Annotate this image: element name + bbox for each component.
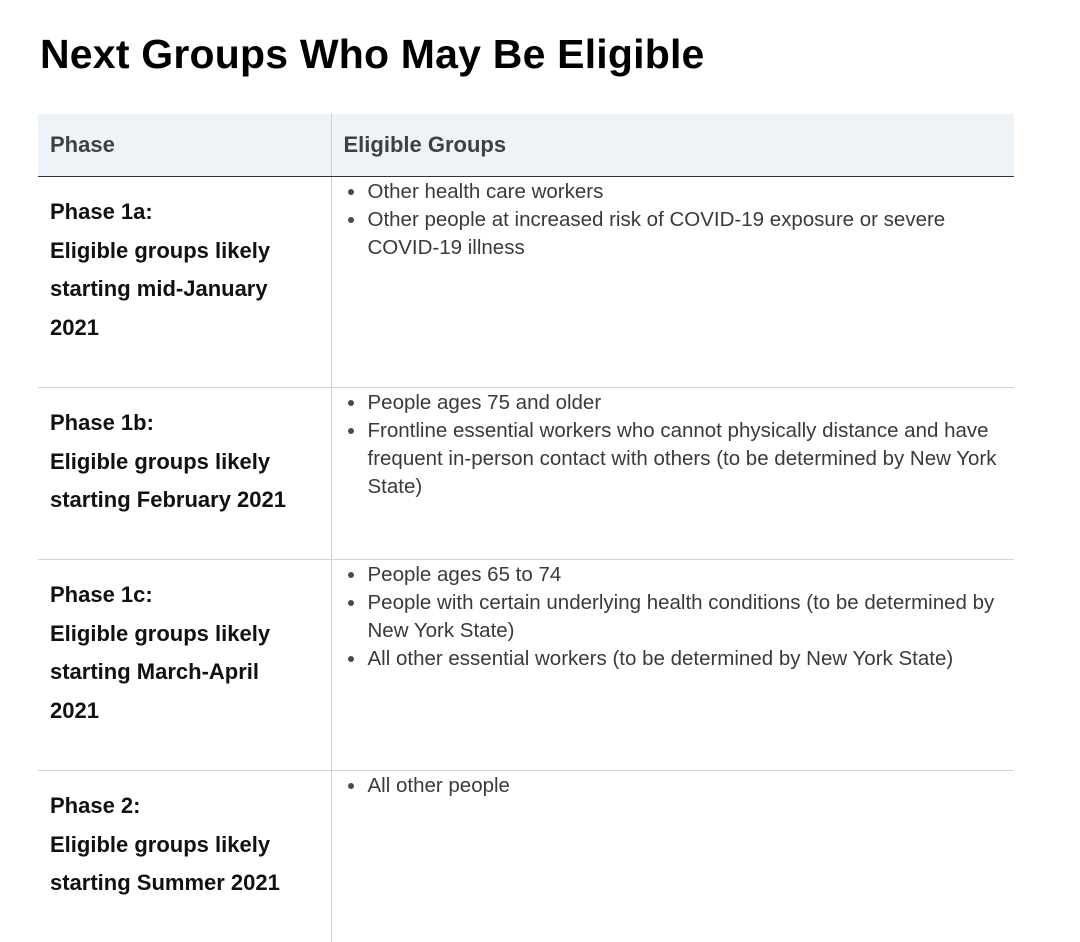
groups-cell [331,560,1014,771]
list-item: Other people at increased risk of COVID-19 exposure or severe COVID-19 illness [344,206,1011,262]
phase-timing-line: Eligible groups likely [50,443,319,482]
table-row [38,771,1014,942]
list-item: People with certain underlying health conditions (to be determined by New York State) [344,589,1011,645]
phase-cell [38,560,331,771]
group-list [344,177,1011,262]
table-header-row [38,114,1014,177]
column-header-eligible-groups: Eligible Groups [331,114,1014,177]
phase-label: Phase 1b: [50,404,319,443]
phase-timing-line: 2021 [50,692,319,731]
phase-timing-line: starting Summer 2021 [50,864,319,903]
groups-cell [331,771,1014,942]
phase-timing-line: starting February 2021 [50,481,319,520]
column-header-phase: Phase [38,114,331,177]
list-item: Frontline essential workers who cannot physically distance and have frequent in-person contact with others (to be determined by New York State) [344,417,1011,501]
table-row [38,560,1014,771]
phase-label: Phase 1c: [50,576,319,615]
page-title: Next Groups Who May Be Eligible [40,28,705,80]
table-row [38,388,1014,560]
groups-cell [331,177,1014,388]
list-item: All other essential workers (to be determined by New York State) [344,645,1011,673]
phase-cell [38,388,331,560]
phase-timing-line: starting March-April [50,653,319,692]
group-list [344,560,1011,673]
eligibility-table [38,114,1014,942]
phase-timing-line: 2021 [50,309,319,348]
phase-label: Phase 1a: [50,193,319,232]
list-item: All other people [344,772,1011,800]
list-item: People ages 75 and older [344,389,1011,417]
phase-cell [38,177,331,388]
table-row [38,177,1014,388]
groups-cell [331,388,1014,560]
group-list [344,771,1011,800]
phase-timing-line: starting mid-January [50,270,319,309]
phase-timing-line: Eligible groups likely [50,615,319,654]
phase-timing-line: Eligible groups likely [50,232,319,271]
list-item: Other health care workers [344,178,1011,206]
list-item: People ages 65 to 74 [344,561,1011,589]
phase-label: Phase 2: [50,787,319,826]
phase-cell [38,771,331,942]
phase-timing-line: Eligible groups likely [50,826,319,865]
group-list [344,388,1011,501]
